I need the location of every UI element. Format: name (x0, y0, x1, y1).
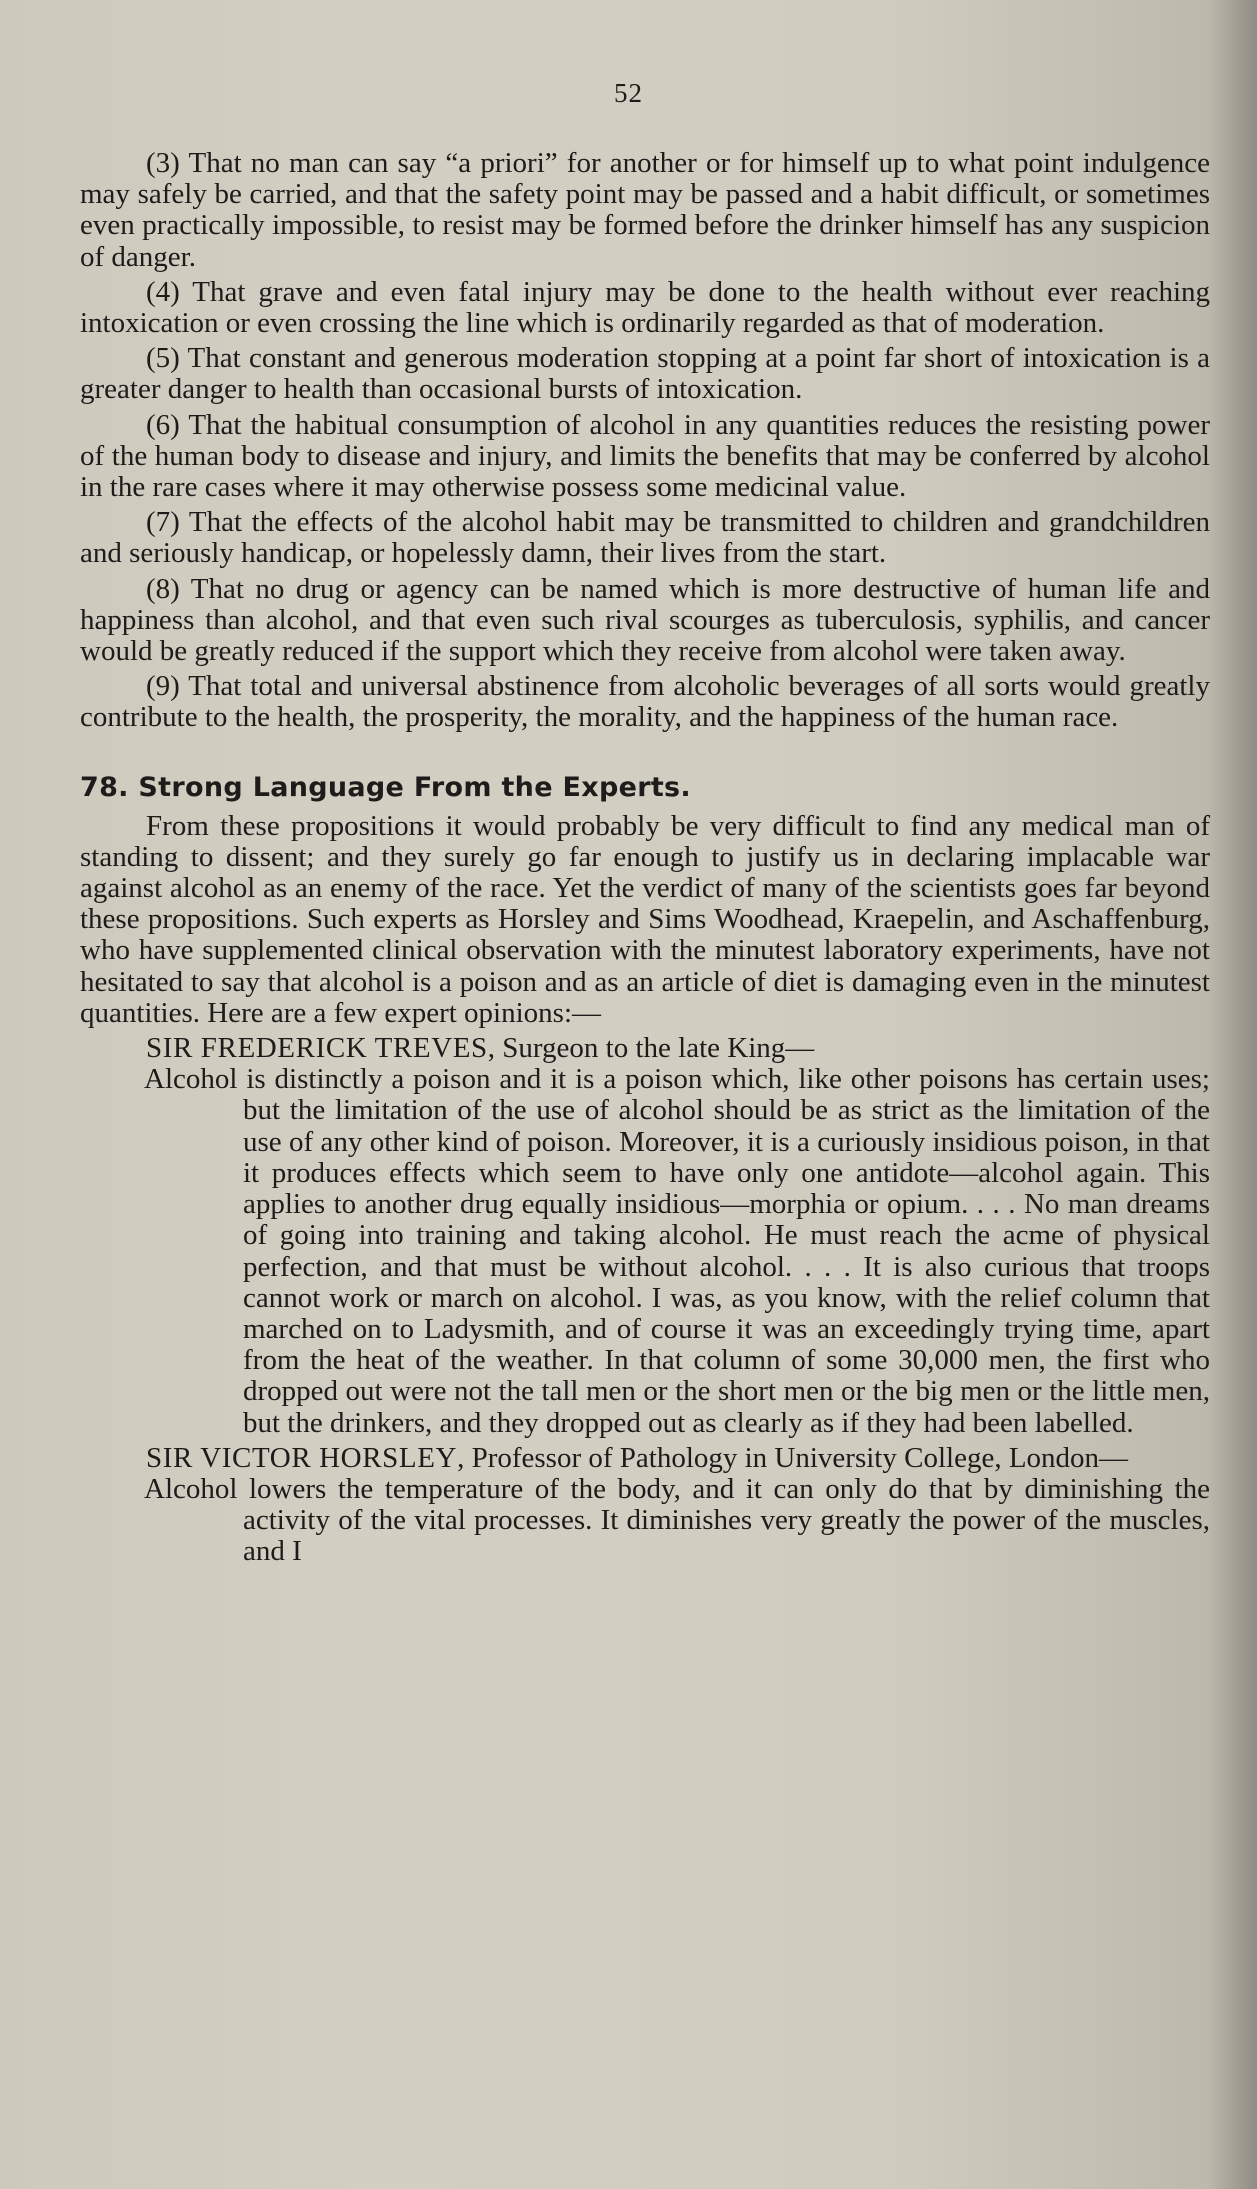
expert-quote: Alcohol is distinctly a poison and it is a poison which, like other poisons has certain uses; but the limitation of the use of alcohol should be as strict as the limitation of the use of any other kind of poison. Moreover, it is a curiously insidious poison, in that it produces effects which seem to have only one antidote—alcohol again. This applies to another drug equally insidious—morphia or opium. . . . No man dreams of going into training and taking alcohol. He must reach the acme of physical perfection, and that must be without alcohol. . . . It is also curious that troops cannot work or march on alcohol. I was, as you know, with the relief column that marched on to Ladysmith, and of course it was an exceedingly trying time, apart from the heat of the weather. In that column of some 30,000 men, the first who dropped out were not the tall men or the short men or the big men or the little men, but the drinkers, and they dropped out as clearly as if they had been labelled. (144, 1063, 1210, 1439)
proposition-9: (9) That total and universal abstinence from alcoholic beverages of all sorts would greatly contribute to the health, the prosperity, the morality, and the happiness of the human race. (80, 670, 1210, 734)
expert-attribution (80, 1033, 1210, 1064)
expert-treves (80, 1033, 1210, 1439)
proposition-7: (7) That the effects of the alcohol habit may be transmitted to children and grandchildren and seriously handicap, or hopelessly damn, their lives from the start. (80, 506, 1210, 570)
proposition-8: (8) That no drug or agency can be named which is more destructive of human life and happiness than alcohol, and that even such rival scourges as tuberculosis, syphilis, and cancer would be greatly reduced if the support which they receive from alcohol were taken away. (80, 572, 1210, 668)
page-content (80, 148, 1210, 1568)
proposition-4: (4) That grave and even fatal injury may be done to the health without ever reaching intoxication or even crossing the line which is ordinarily regarded as that of moderation. (80, 275, 1210, 340)
expert-attribution (80, 1443, 1210, 1474)
expert-title: , Surgeon to the late King— (487, 1032, 815, 1065)
page-number: 52 (614, 78, 643, 108)
expert-name: SIR FREDERICK TREVES (146, 1032, 488, 1065)
expert-name: SIR VICTOR HORSLEY (146, 1441, 458, 1474)
expert-title: , Professor of Pathology in University College, London— (457, 1441, 1129, 1474)
proposition-5: (5) That constant and generous moderation stopping at a point far short of intoxication is a greater danger to health than occasional bursts of intoxication. (80, 342, 1210, 406)
section-intro: From these propositions it would probably be very difficult to find any medical man of standing to dissent; and they surely go far enough to justify us in declaring implacable war against alcohol as an enemy of the race. Yet the verdict of many of the scientists goes far beyond these propositions. Such experts as Horsley and Sims Woodhead, Kraepelin, and Aschaffenburg, who have supplemented clinical observation with the minutest laboratory experiments, have not hesitated to say that alcohol is a poison and as an article of diet is damaging even in the minutest quantities. Here are a few expert opinions:— (80, 809, 1210, 1029)
expert-horsley (80, 1443, 1210, 1568)
proposition-6: (6) That the habitual consumption of alcohol in any quantities reduces the resisting power of the human body to disease and injury, and limits the benefits that may be conferred by alcohol in the rare cases where it may otherwise possess some medicinal value. (80, 408, 1210, 504)
expert-quote: Alcohol lowers the temperature of the body, and it can only do that by diminishing the activity of the vital processes. It diminishes very greatly the power of the muscles, and I (144, 1472, 1210, 1568)
proposition-3: (3) That no man can say “a priori” for another or for himself up to what point indulgence may safely be carried, and that the safety point may be passed and a habit difficult, or sometimes even practically impossible, to resist may be formed before the drinker himself has any suspicion of danger. (80, 147, 1210, 273)
section-heading: 78. Strong Language From the Experts. (80, 771, 691, 803)
